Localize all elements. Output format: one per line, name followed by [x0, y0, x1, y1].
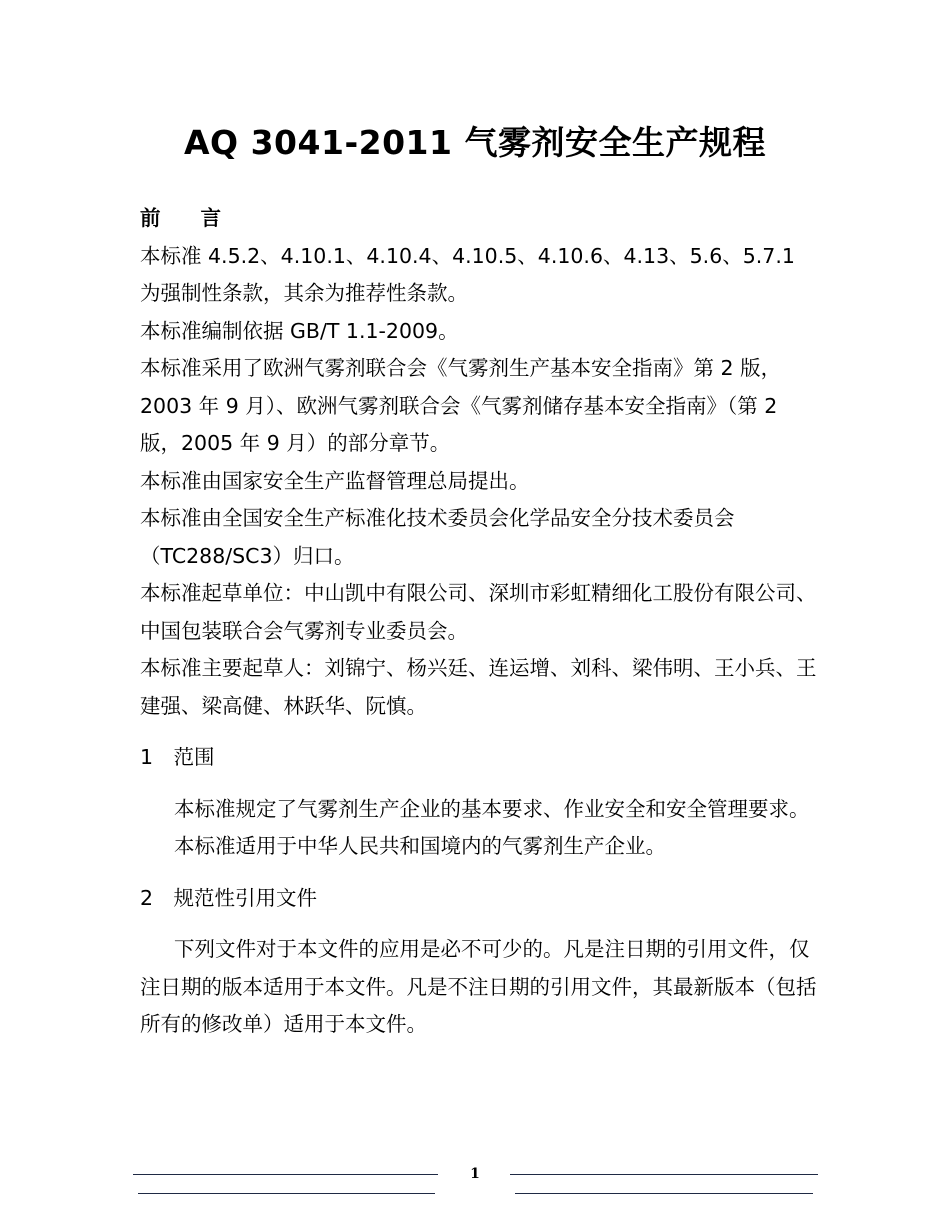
footer-rule-left-top	[133, 1174, 438, 1175]
preface-paragraph: 本标准由全国安全生产标准化技术委员会化学品安全分技术委员会（TC288/SC3）归口。	[140, 506, 735, 568]
section-paragraph: 本标准适用于中华人民共和国境内的气雾剂生产企业。	[174, 834, 666, 858]
preface-paragraph: 本标准主要起草人：刘锦宁、杨兴廷、连运增、刘科、梁伟明、王小兵、王建强、梁高健、林跃华、阮慎。	[140, 656, 817, 718]
page-number: 1	[470, 1166, 480, 1182]
preface-paragraph: 本标准起草单位：中山凯中有限公司、深圳市彩虹精细化工股份有限公司、中国包装联合会气雾剂专业委员会。	[140, 581, 817, 643]
preface-paragraph: 本标准编制依据 GB/T 1.1-2009。	[140, 318, 459, 343]
section-heading-scope: 1 范围	[140, 745, 215, 769]
footer-rule-right-bottom	[515, 1193, 813, 1194]
document-title: AQ 3041-2011 气雾剂安全生产规程	[184, 123, 766, 163]
section-heading-normative-references: 2 规范性引用文件	[140, 885, 318, 910]
section-paragraph: 下列文件对于本文件的应用是必不可少的。凡是注日期的引用文件，仅注日期的版本适用于本文件。凡是不注日期的引用文件，其最新版本（包括所有的修改单）适用于本文件。	[140, 937, 817, 1036]
section-paragraph: 本标准规定了气雾剂生产企业的基本要求、作业安全和安全管理要求。	[174, 796, 810, 821]
preface-heading: 前言	[140, 206, 261, 230]
footer-rule-right-top	[510, 1174, 818, 1175]
page-footer	[0, 1160, 950, 1210]
footer-rule-left-bottom	[138, 1193, 435, 1194]
document-body	[140, 200, 818, 1044]
preface-paragraph: 本标准由国家安全生产监督管理总局提出。	[140, 468, 530, 493]
preface-paragraph: 本标准采用了欧洲气雾剂联合会《气雾剂生产基本安全指南》第 2 版，2003 年 9 月）、欧洲气雾剂联合会《气雾剂储存基本安全指南》（第 2 版，2005 年 9 月）的部分章节。	[140, 356, 782, 455]
preface-paragraph: 本标准 4.5.2、4.10.1、4.10.4、4.10.5、4.10.6、4.13、5.6、5.7.1 为强制性条款，其余为推荐性条款。	[140, 243, 795, 305]
